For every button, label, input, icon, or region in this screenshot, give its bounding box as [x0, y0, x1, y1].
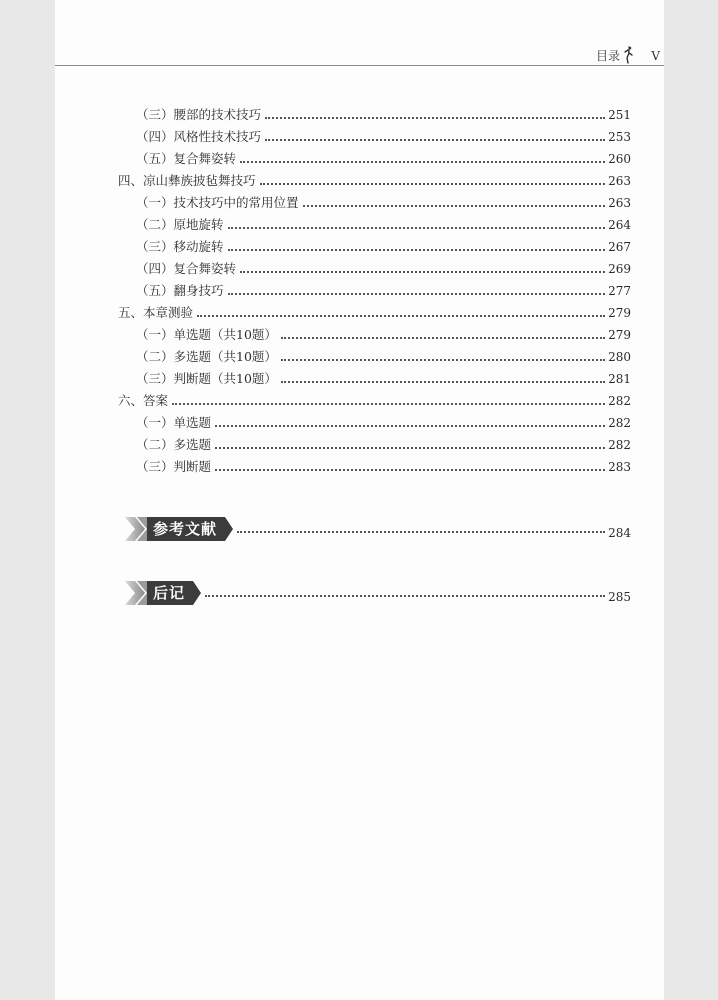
toc-entry[interactable] — [136, 414, 631, 432]
toc-entry-label: （二）多选题（共10题） — [136, 349, 277, 364]
dot-leader — [281, 359, 605, 361]
toc-entry-page: 283 — [608, 460, 631, 474]
section-page: 284 — [608, 526, 631, 540]
dot-leader — [215, 469, 605, 471]
toc-entry-page: 260 — [608, 152, 631, 166]
toc-entry-label: （五）复合舞姿转 — [136, 151, 237, 166]
dot-leader — [260, 183, 606, 185]
toc-entry-page: 251 — [608, 108, 631, 122]
toc-entry[interactable] — [136, 348, 631, 366]
toc-entry-page: 263 — [608, 196, 631, 210]
toc-entry[interactable] — [118, 392, 631, 410]
toc-entry-page: 282 — [608, 416, 631, 430]
toc-entry-label: （三）腰部的技术技巧 — [136, 107, 262, 122]
dot-leader — [240, 161, 605, 163]
toc-section-references[interactable] — [123, 516, 631, 542]
toc-entry-page: 279 — [608, 328, 631, 342]
toc-entry[interactable] — [118, 304, 631, 322]
section-badge — [123, 580, 193, 606]
section-page: 285 — [608, 590, 631, 604]
table-of-contents — [55, 0, 664, 1000]
toc-entry-page: 269 — [608, 262, 631, 276]
toc-entry-page: 264 — [608, 218, 631, 232]
toc-entry-label: （一）技术技巧中的常用位置 — [136, 195, 299, 210]
toc-entry-page: 280 — [608, 350, 631, 364]
toc-entry-page: 253 — [608, 130, 631, 144]
toc-entry-label: （三）判断题（共10题） — [136, 371, 277, 386]
toc-section-afterword[interactable] — [123, 580, 631, 606]
toc-entry-label: 四、凉山彝族披毡舞技巧 — [118, 173, 256, 188]
toc-entry[interactable] — [136, 260, 631, 278]
toc-entry[interactable] — [136, 326, 631, 344]
toc-entry[interactable] — [136, 282, 631, 300]
dot-leader — [281, 381, 605, 383]
toc-entry[interactable] — [136, 194, 631, 212]
toc-entry-label: 五、本章测验 — [118, 305, 194, 320]
toc-entry-label: （二）多选题 — [136, 437, 212, 452]
dot-leader — [228, 227, 606, 229]
dot-leader — [215, 425, 605, 427]
toc-entry-page: 279 — [608, 306, 631, 320]
toc-entry[interactable] — [118, 172, 631, 190]
section-title: 参考文献 — [147, 517, 225, 541]
toc-entry-page: 281 — [608, 372, 631, 386]
toc-entry-page: 263 — [608, 174, 631, 188]
toc-entry-label: （一）单选题 — [136, 415, 212, 430]
toc-entry[interactable] — [136, 238, 631, 256]
header-page-number: V — [651, 49, 660, 63]
toc-entry-label: 六、答案 — [118, 393, 169, 408]
dot-leader — [265, 117, 605, 119]
toc-entry-label: （一）单选题（共10题） — [136, 327, 277, 342]
dot-leader — [303, 205, 606, 207]
toc-entry[interactable] — [136, 128, 631, 146]
toc-entry-label: （四）复合舞姿转 — [136, 261, 237, 276]
toc-entry-page: 267 — [608, 240, 631, 254]
toc-entry[interactable] — [136, 458, 631, 476]
dot-leader — [281, 337, 605, 339]
dot-leader — [240, 271, 605, 273]
section-badge — [123, 516, 225, 542]
dot-leader — [265, 139, 605, 141]
toc-entry[interactable] — [136, 370, 631, 388]
section-title: 后记 — [147, 581, 193, 605]
dot-leader — [197, 315, 605, 317]
toc-entry-label: （四）风格性技术技巧 — [136, 129, 262, 144]
toc-entry[interactable] — [136, 150, 631, 168]
toc-entry-page: 282 — [608, 438, 631, 452]
dot-leader — [215, 447, 605, 449]
toc-entry-label: （三）判断题 — [136, 459, 212, 474]
dot-leader — [228, 293, 606, 295]
toc-entry[interactable] — [136, 436, 631, 454]
toc-entry-label: （五）翻身技巧 — [136, 283, 224, 298]
toc-entry[interactable] — [136, 106, 631, 124]
toc-entry-label: （三）移动旋转 — [136, 239, 224, 254]
dot-leader — [228, 249, 606, 251]
dot-leader — [172, 403, 605, 405]
dot-leader — [237, 531, 605, 533]
toc-entry[interactable] — [136, 216, 631, 234]
header-label: 目录 — [595, 49, 620, 63]
toc-entry-page: 277 — [608, 284, 631, 298]
dot-leader — [205, 595, 605, 597]
toc-entry-page: 282 — [608, 394, 631, 408]
toc-entry-label: （二）原地旋转 — [136, 217, 224, 232]
